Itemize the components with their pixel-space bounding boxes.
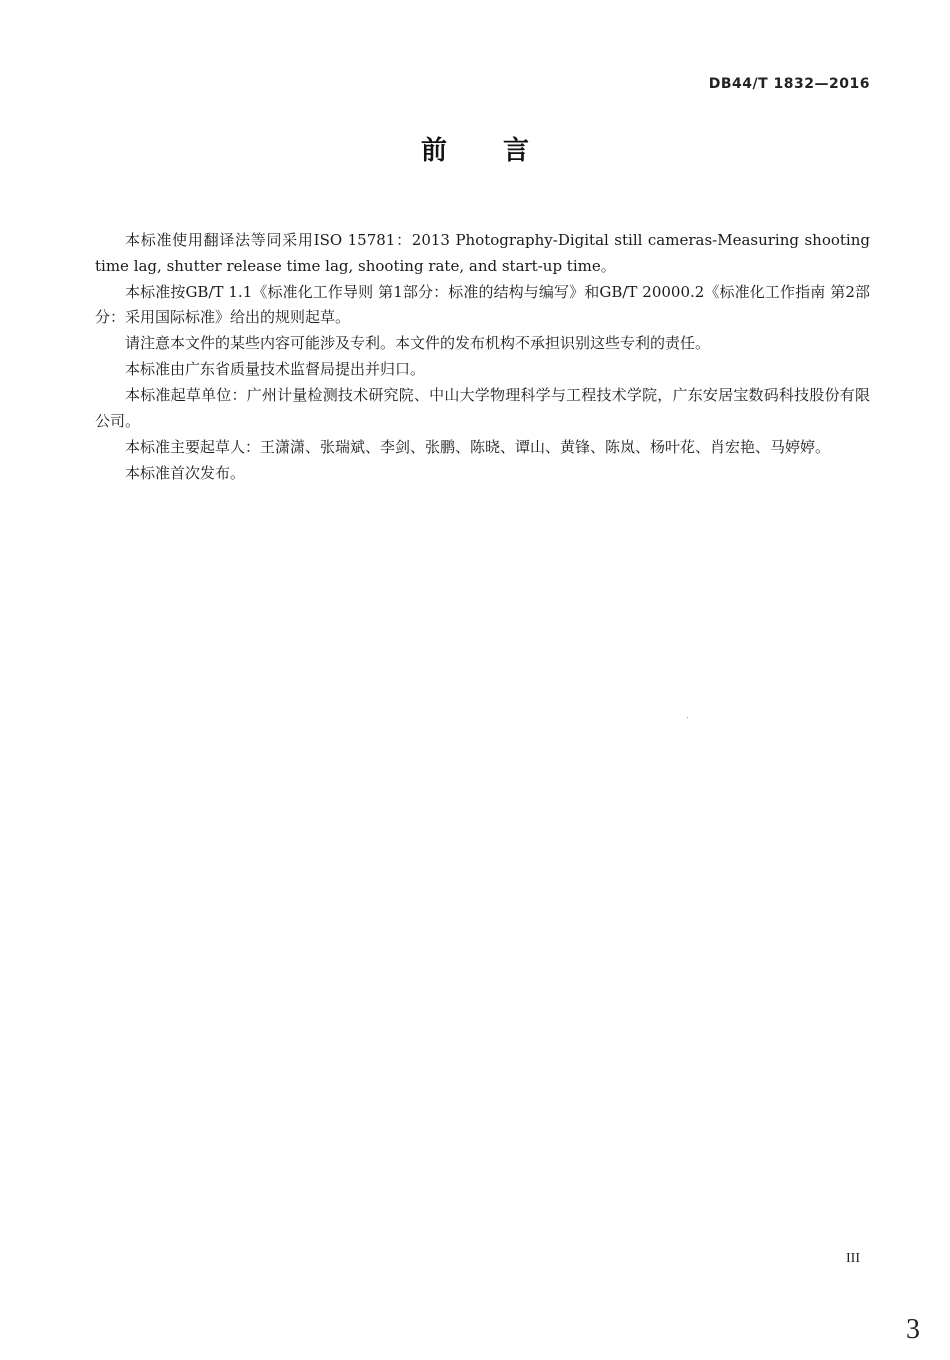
paragraph-adoption: 本标准使用翻译法等同采用ISO 15781：2013 Photography-Digital still cameras-Measuring shooting time lag, shutter release time lag, shooting rate, and start-up time。 <box>95 231 870 275</box>
paragraph-first-release: 本标准首次发布。 <box>125 463 246 482</box>
paragraph-patent-notice: 请注意本文件的某些内容可能涉及专利。本文件的发布机构不承担识别这些专利的责任。 <box>125 334 711 352</box>
standard-number: DB44/T 1832—2016 <box>708 76 870 92</box>
page-roman-numeral: III <box>846 1251 860 1266</box>
scan-speck <box>687 717 688 718</box>
paragraph-drafting-units: 本标准起草单位：广州计量检测技术研究院、中山大学物理科学与工程技术学院，广东安居宝数码科技股份有限公司。 <box>95 386 870 430</box>
paragraph-drafting-rules: 本标准按GB/T 1.1《标准化工作导则 第1部分：标准的结构与编写》和GB/T 20000.2《标准化工作指南 第2部分：采用国际标准》给出的规则起草。 <box>95 282 870 326</box>
sheet-page-number: 3 <box>906 1314 920 1345</box>
paragraph-drafters: 本标准主要起草人：王潇潇、张瑞斌、李剑、张鹏、陈晓、谭山、黄锋、陈岚、杨叶花、肖宏艳、马婷婷。 <box>125 437 831 456</box>
page-title: 前言 <box>420 136 585 166</box>
paragraph-proposer: 本标准由广东省质量技术监督局提出并归口。 <box>125 360 426 378</box>
foreword-body <box>95 228 870 487</box>
